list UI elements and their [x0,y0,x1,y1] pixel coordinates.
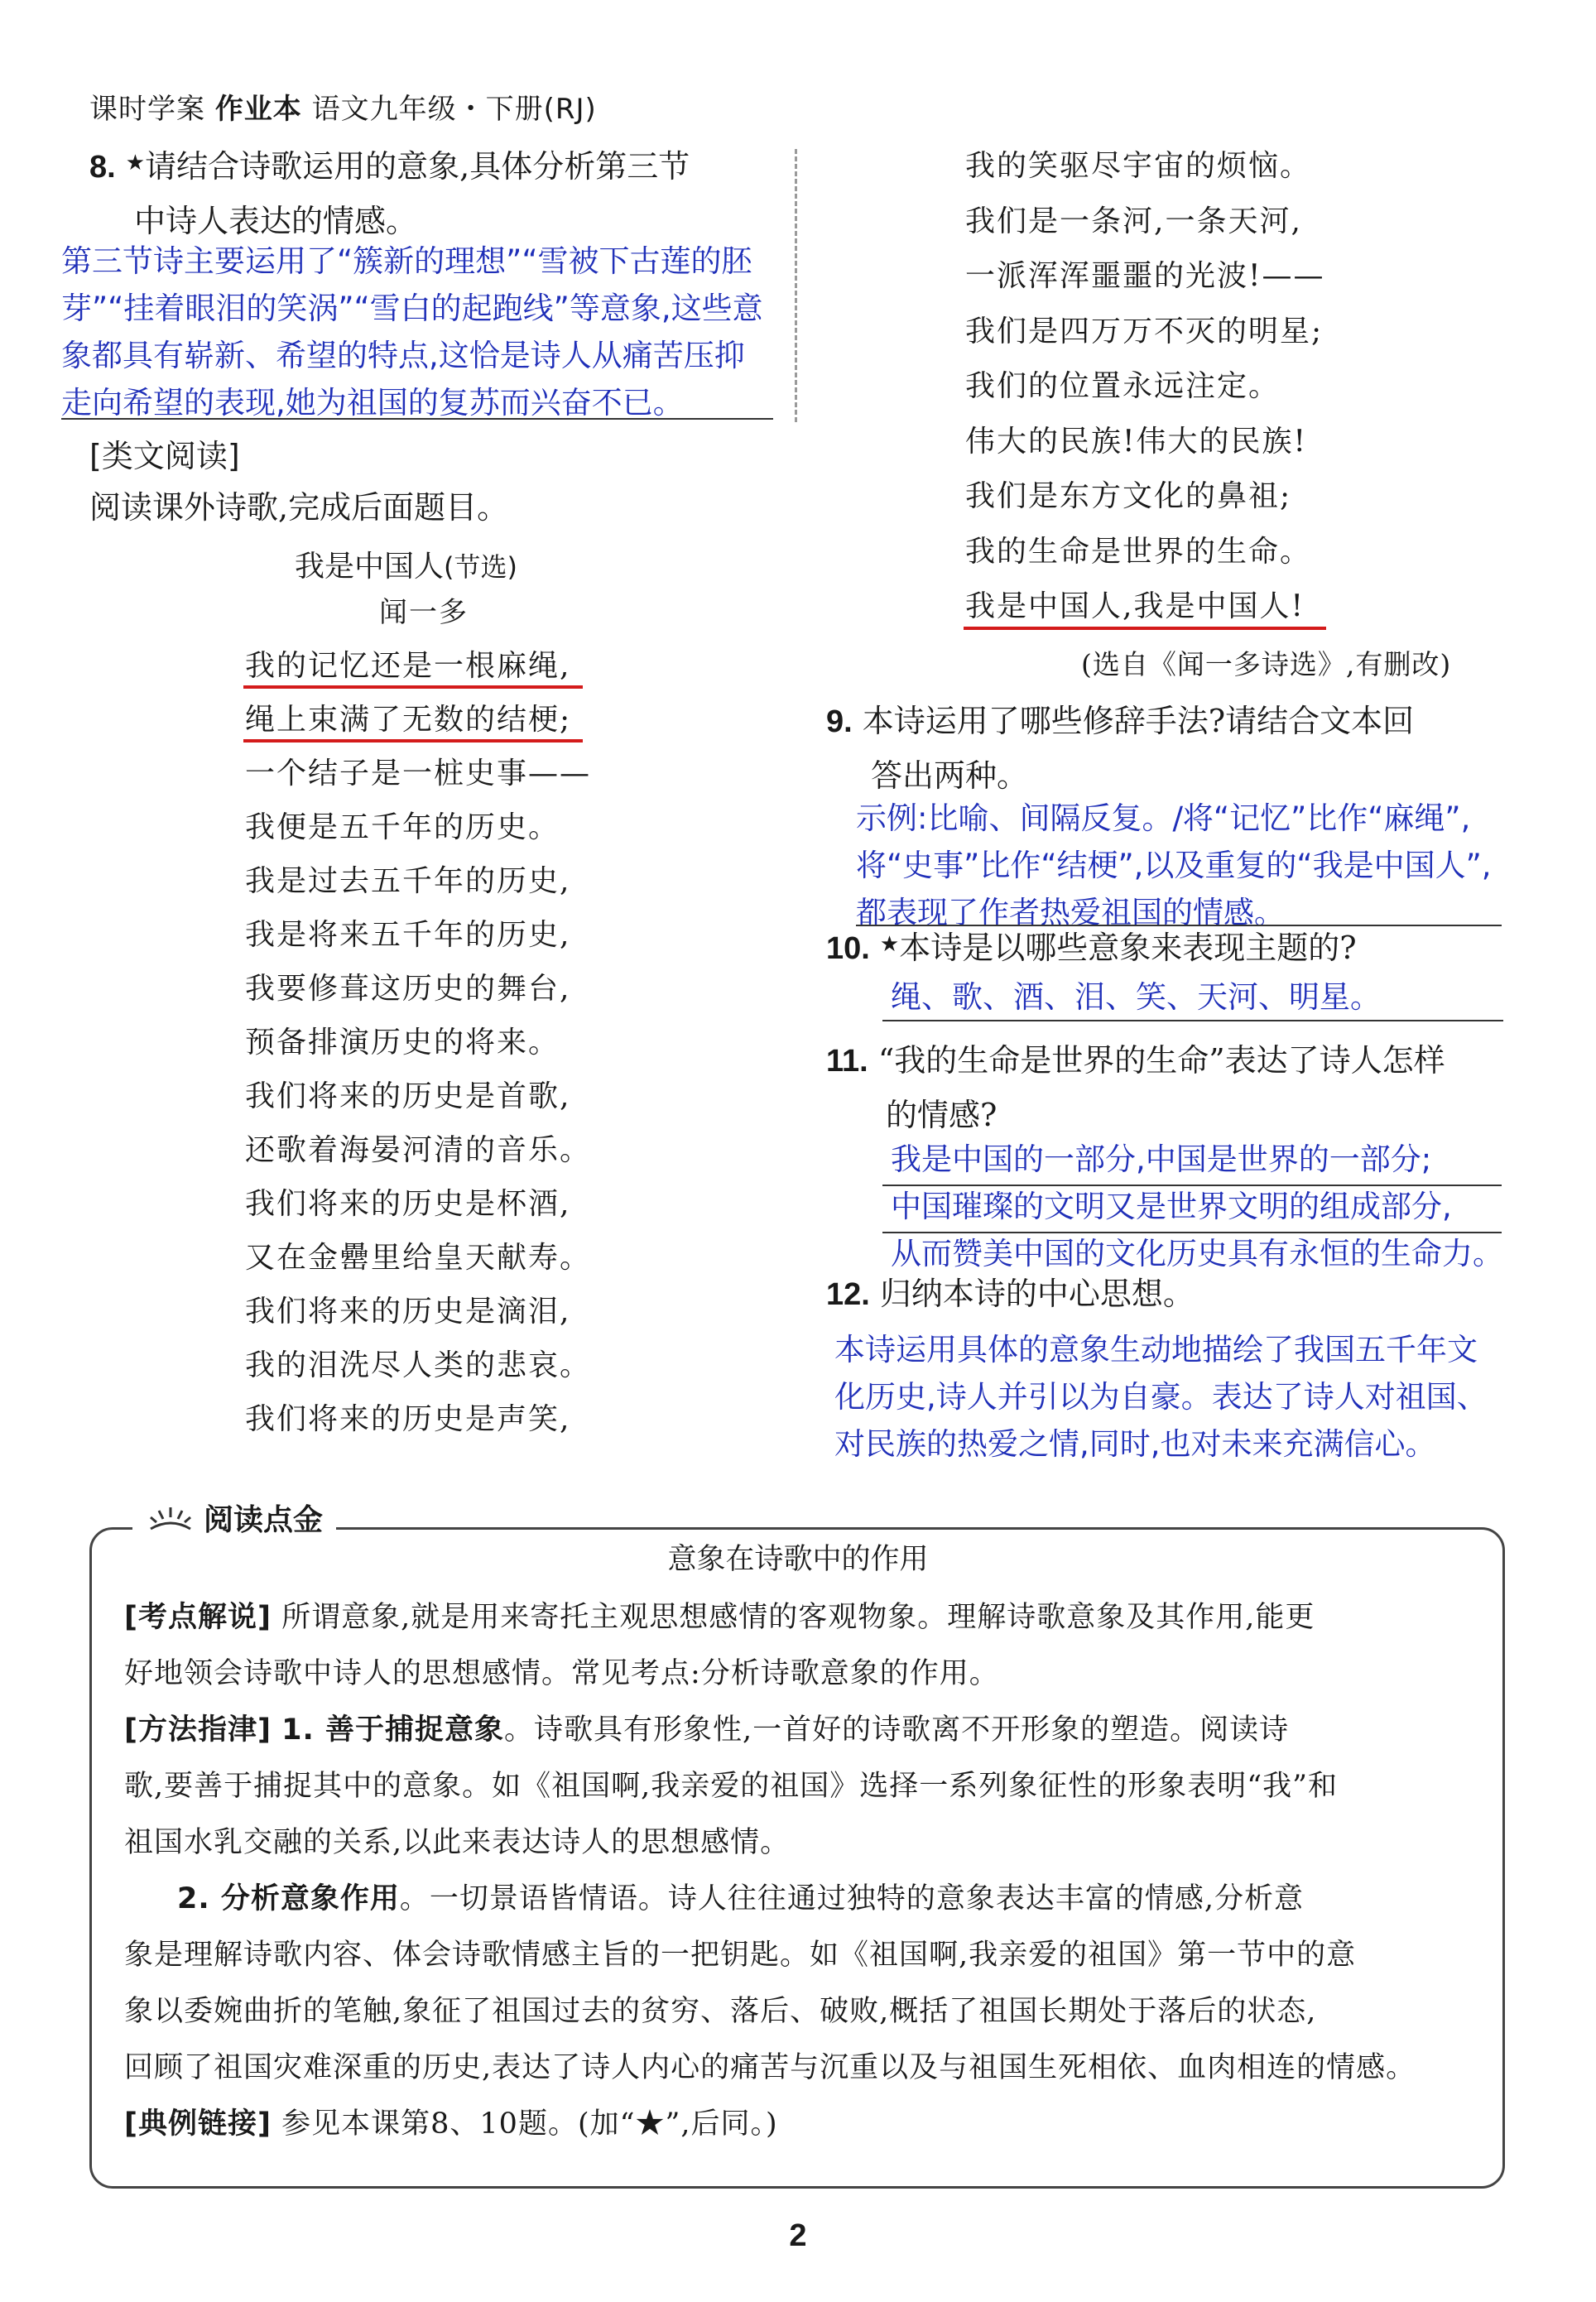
header-subject: 语文九年级・下册(RJ) [311,93,597,126]
header-series: 课时学案 [89,93,205,126]
q10-prompt-line1: 10. ★本诗是以哪些意象来表现主题的? [826,930,1357,966]
poem-line: 一派浑浑噩噩的光波!—— [965,259,1325,293]
q12-answer-line3: 对民族的热爱之情,同时,也对未来充满信心。 [834,1426,1436,1462]
poem-line: 我便是五千年的历史。 [245,810,560,844]
q8-prompt-line2: 中诗人表达的情感。 [134,203,418,239]
poem-left-column [245,639,591,1446]
reading-tips-title: 阅读点金 [132,1497,336,1540]
column-divider [795,149,797,422]
q10-answer: 绳、歌、酒、泪、笑、天河、明星。 [891,979,1381,1015]
answer-rule [61,418,773,420]
reading-tips-heading: 意象在诗歌中的作用 [667,1543,929,1576]
poem-title: 我是中国人(节选) [295,550,517,584]
answer-rule [882,1232,1502,1233]
poem-line: 我的生命是世界的生命。 [965,534,1312,569]
q11-answer-line3: 从而赞美中国的文化历史具有永恒的生命力。 [891,1236,1503,1271]
poem-line: 我是中国人,我是中国人! [965,589,1305,623]
point1-title: 1. 善于捕捉意象 [281,1713,504,1747]
header-book: 作业本 [214,93,302,126]
q11-number: 11. [826,1044,868,1079]
poem-line: 我是将来五千年的历史, [245,918,571,952]
answer-rule [882,1020,1503,1021]
point2-line4: 回顾了祖国灾难深重的历史,表达了诗人内心的痛苦与沉重以及与祖国生死相依、血肉相连的情感。 [124,2051,1416,2084]
poem-line: 我是过去五千年的历史, [245,864,571,898]
poem-line: 我们将来的历史是首歌, [245,1079,571,1113]
answer-rule [882,1185,1502,1186]
poem-line: 还歌着海晏河清的音乐。 [245,1133,592,1167]
poem-author: 闻一多 [379,596,469,629]
red-underline [243,739,583,743]
page-header [89,86,597,127]
q11-answer-line1: 我是中国的一部分,中国是世界的一部分; [891,1141,1432,1177]
point2-line1: 2. 分析意象作用。一切景语皆情语。诗人往往通过独特的意象表达丰富的情感,分析意 [177,1882,1304,1915]
poem-line: 预备排演历史的将来。 [245,1026,560,1060]
q9-prompt-line2: 答出两种。 [871,757,1029,794]
q9-answer-line1: 示例:比喻、间隔反复。/将“记忆”比作“麻绳”, [856,800,1471,836]
star-icon: ★ [125,151,146,175]
fangfa-line2: 歌,要善于捕捉其中的意象。如《祖国啊,我亲爱的祖国》选择一系列象征性的形象表明“我”和 [124,1770,1339,1803]
poem-line: 一个结子是一桩史事—— [245,757,592,791]
poem-line: 我们将来的历史是声笑, [245,1402,571,1436]
red-underline [964,627,1326,630]
q12-answer-line1: 本诗运用具体的意象生动地描绘了我国五千年文 [834,1332,1478,1367]
page-number: 2 [789,2218,807,2253]
poem-line: 我要修葺这历史的舞台, [245,972,571,1006]
q12-prompt-line1: 12. 归纳本诗的中心思想。 [826,1276,1195,1312]
q9-answer-line3: 都表现了作者热爱祖国的情感。 [856,895,1285,930]
point2-line3: 象以委婉曲折的笔触,象征了祖国过去的贫穷、落后、破败,概括了祖国长期处于落后的状态, [124,1995,1317,2028]
q11-answer-line2: 中国璀璨的文明又是世界文明的组成部分, [891,1189,1452,1224]
poem-line: 我们是东方文化的鼻祖; [965,479,1292,513]
q8-prompt-line1: 8. ★请结合诗歌运用的意象,具体分析第三节 [89,148,690,185]
fangfa-tag: [方法指津] [124,1713,272,1747]
kaodian-tag: [考点解说] [124,1601,272,1634]
sparkle-icon [146,1504,195,1540]
q8-answer-line4: 走向希望的表现,她为祖国的复苏而兴奋不已。 [61,385,684,421]
poem-line: 我的笑驱尽宇宙的烦恼。 [965,149,1312,183]
q8-answer-line2: 芽”“挂着眼泪的笑涡”“雪白的起跑线”等意象,这些意 [61,291,763,326]
fangfa-line3: 祖国水乳交融的关系,以此来表达诗人的思想感情。 [124,1826,791,1859]
poem-source: (选自《闻一多诗选》,有删改) [1081,648,1452,680]
point2-line2: 象是理解诗歌内容、体会诗歌情感主旨的一把钥匙。如《祖国啊,我亲爱的祖国》第一节中的意 [124,1939,1357,1972]
q12-answer-line2: 化历史,诗人并引以为自豪。表达了诗人对祖国、 [834,1379,1488,1415]
q11-prompt-line2: 的情感? [886,1097,997,1133]
kaodian-line1: [考点解说] 所谓意象,就是用来寄托主观思想感情的客观物象。理解诗歌意象及其作用,能更 [124,1601,1315,1634]
poem-line: 我们是一条河,一条天河, [965,204,1302,238]
poem-line: 我的记忆还是一根麻绳, [245,649,571,683]
q9-prompt-line1: 9. 本诗运用了哪些修辞手法?请结合文本回 [826,703,1415,739]
fangfa-line1: [方法指津] 1. 善于捕捉意象。诗歌具有形象性,一首好的诗歌离不开形象的塑造。阅读诗 [124,1713,1290,1747]
poem-line: 我们将来的历史是滴泪, [245,1295,571,1329]
section-instruction: 阅读课外诗歌,完成后面题目。 [89,489,509,526]
q12-number: 12. [826,1277,870,1312]
q8-answer-line1: 第三节诗主要运用了“簇新的理想”“雪被下古莲的胚 [61,243,752,279]
section-label: [类文阅读] [89,438,240,474]
kaodian-line2: 好地领会诗歌中诗人的思想感情。常见考点:分析诗歌意象的作用。 [124,1657,999,1690]
dianli-line: [典例链接] 参见本课第8、10题。(加“★”,后同。) [124,2107,778,2141]
q9-number: 9. [826,704,853,739]
poem-line: 绳上束满了无数的结梗; [245,703,572,737]
poem-line: 又在金罍里给皇天献寿。 [245,1241,592,1275]
poem-line: 我们将来的历史是杯酒, [245,1187,571,1221]
q10-number: 10. [826,931,870,966]
q8-answer-line3: 象都具有崭新、希望的特点,这恰是诗人从痛苦压抑 [61,338,745,373]
red-underline [243,685,583,689]
poem-line: 我的泪洗尽人类的悲哀。 [245,1348,592,1382]
point2-title: 2. 分析意象作用 [177,1882,400,1915]
poem-line: 我们的位置永远注定。 [965,369,1281,403]
q8-number: 8. [89,150,116,185]
poem-line: 我们是四万万不灭的明星; [965,314,1324,348]
q9-answer-line2: 将“史事”比作“结梗”,以及重复的“我是中国人”, [856,848,1492,883]
poem-right-column [965,139,1324,635]
poem-line: 伟大的民族!伟大的民族! [965,424,1307,459]
q11-prompt-line1: 11. “我的生命是世界的生命”表达了诗人怎样 [826,1042,1445,1079]
star-icon: ★ [879,932,900,957]
dianli-tag: [典例链接] [124,2107,272,2141]
